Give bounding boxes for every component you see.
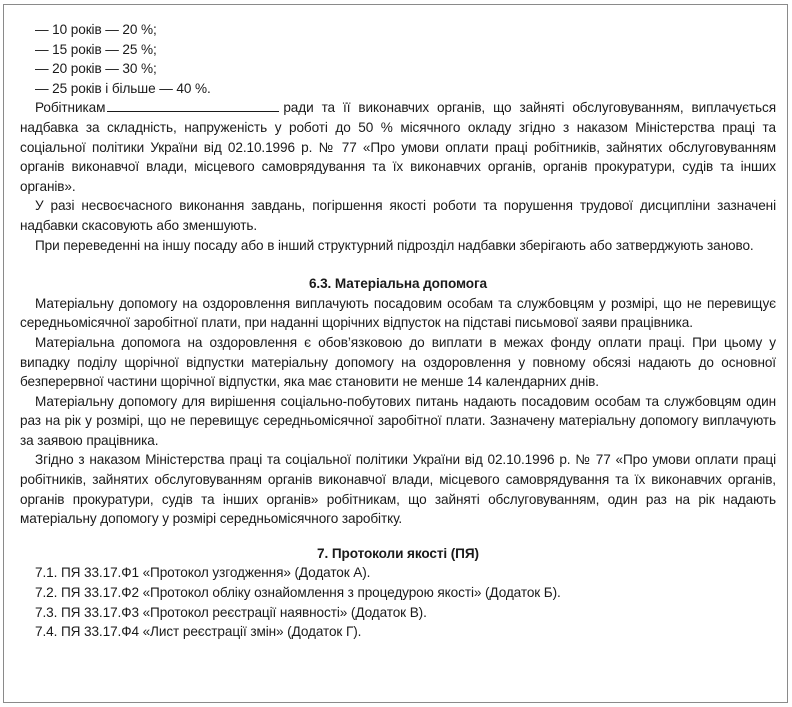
document-body: [20, 20, 776, 642]
protocol-item: 7.2. ПЯ 33.17.Ф2 «Протокол обліку ознайомлення з процедурою якості» (Додаток Б).: [35, 585, 561, 601]
protocol-item: 7.1. ПЯ 33.17.Ф1 «Протокол узгодження» (Додаток А).: [35, 565, 371, 581]
list-item: — 25 років і більше — 40 %.: [35, 80, 211, 96]
section-6-3-paragraph: Матеріальну допомогу на оздоровлення виплачують посадовим особам та службовцям у розмірі, що не перевищує середньомісячної заробітної плати, при наданні щорічних відпусток на підставі письмової заяви працівника.: [20, 295, 776, 331]
section-7-title: 7. Протоколи якості (ПЯ): [317, 545, 479, 561]
protocol-item: 7.4. ПЯ 33.17.Ф4 «Лист реєстрації змін» (Додаток Г).: [35, 624, 362, 640]
workers-label: Робітникам: [35, 100, 106, 116]
workers-bonus-text: ради та її виконавчих органів, що зайняті обслуговуванням, виплачується надбавка за складність, напруженість у роботі до 50 % місячного окладу згідно з наказом Міністерства праці та соціальної політики України від 02.10.1996 р. № 77 «Про умови оплати праці робітників, зайнятих обслуговуванням органів виконавчої влади, місцевого самоврядування та їх виконавчих органів, органів прокуратури, судів та інших органів».: [20, 100, 776, 194]
protocol-item: 7.3. ПЯ 33.17.Ф3 «Протокол реєстрації наявності» (Додаток В).: [35, 604, 427, 620]
workers-bonus-paragraph: [20, 98, 776, 196]
untimely-paragraph: У разі несвоєчасного виконання завдань, погіршення якості роботи та порушення трудової дисципліни зазначені надбавки скасовують або зменшують.: [20, 198, 776, 233]
list-item: — 15 років — 25 %;: [35, 41, 157, 57]
section-6-3-paragraph: Матеріальну допомогу для вирішення соціально-побутових питань надають посадовим особам та службовцям один раз на рік у розмірі, що не перевищує середньомісячної заробітної плати. Зазначену матеріальну допомогу виплачують за заявою працівника.: [20, 393, 776, 448]
transfer-paragraph: При переведенні на іншу посаду або в інший структурний підрозділ надбавки зберігають або затверджують заново.: [35, 237, 754, 253]
list-item: — 20 років — 30 %;: [35, 61, 157, 77]
bonus-list: [20, 20, 776, 98]
section-6-3-paragraph: Матеріальна допомога на оздоровлення є обов’язковою до виплати в межах фонду оплати праці. При цьому у випадку поділу щорічної відпустки матеріальну допомогу на оздоровлення у повному обсязі надають до основної безперервної частини щорічної відпустки, яка має становити не менше 14 календарних днів.: [20, 334, 776, 390]
section-6-3-title: 6.3. Матеріальна допомога: [308, 276, 488, 292]
fill-in-blank: [107, 98, 279, 112]
list-item: — 10 років — 20 %;: [35, 22, 157, 37]
section-6-3-paragraph: Згідно з наказом Міністерства праці та соціальної політики України від 02.10.1996 р. № 77 «Про умови оплати праці робітників, зайнятих обслуговуванням органів виконавчої влади, місцевого самоврядування та їх виконавчих органів, органів прокуратури, судів та інших органів» робітникам, що зайняті обслуговуванням, один раз на рік надають матеріальну допомогу у розмірі середньомісячного заробітку.: [20, 452, 776, 527]
